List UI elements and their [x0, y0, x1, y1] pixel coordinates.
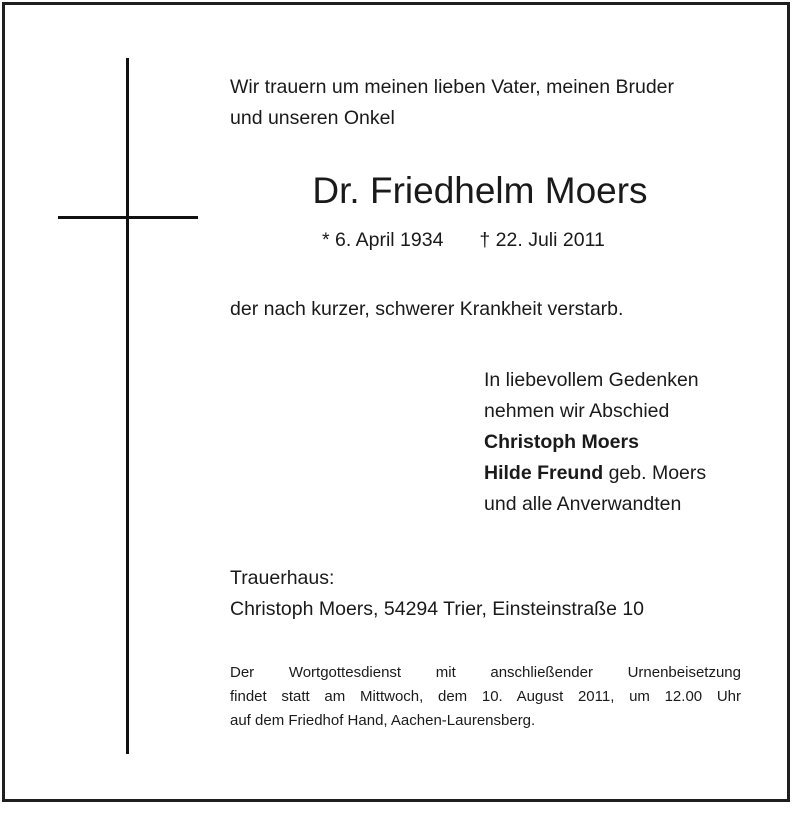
mourning-house-address: Christoph Moers, 54294 Trier, Einsteinstraße 10 — [230, 598, 645, 620]
death-date: † 22. Juli 2011 — [479, 229, 605, 251]
intro-line-1: Wir trauern um meinen lieben Vater, meinen Bruder — [230, 76, 675, 98]
illness-line: der nach kurzer, schwerer Krankheit verstarb. — [230, 298, 624, 320]
intro-text — [230, 72, 674, 134]
service-notice — [230, 661, 741, 733]
service-line-1: Der Wortgottesdienst mit anschließender Urnenbeisetzung — [230, 664, 741, 681]
mourner-name-2-suffix: geb. Moers — [603, 462, 707, 484]
mourners-block — [484, 365, 706, 520]
mourners-line-2: nehmen wir Abschied — [484, 400, 670, 422]
cross-vertical-bar — [126, 58, 129, 754]
birth-date: * 6. April 1934 — [322, 229, 444, 251]
mourner-2 — [484, 458, 706, 489]
service-line-3: auf dem Friedhof Hand, Aachen-Laurensberg. — [230, 712, 536, 729]
cross-horizontal-bar — [58, 216, 198, 219]
mourning-house — [230, 563, 644, 625]
mourners-line-5: und alle Anverwandten — [484, 493, 682, 515]
mourning-house-label: Trauerhaus: — [230, 567, 335, 589]
service-line-2: findet statt am Mittwoch, dem 10. August 2011, um 12.00 Uhr — [230, 688, 741, 705]
mourners-line-1: In liebevollem Gedenken — [484, 369, 699, 391]
mourner-name-1: Christoph Moers — [484, 431, 639, 453]
deceased-name: Dr. Friedhelm Moers — [312, 170, 648, 211]
intro-line-2: und unseren Onkel — [230, 107, 395, 129]
mourner-name-2: Hilde Freund — [484, 462, 604, 484]
life-dates — [322, 226, 605, 254]
